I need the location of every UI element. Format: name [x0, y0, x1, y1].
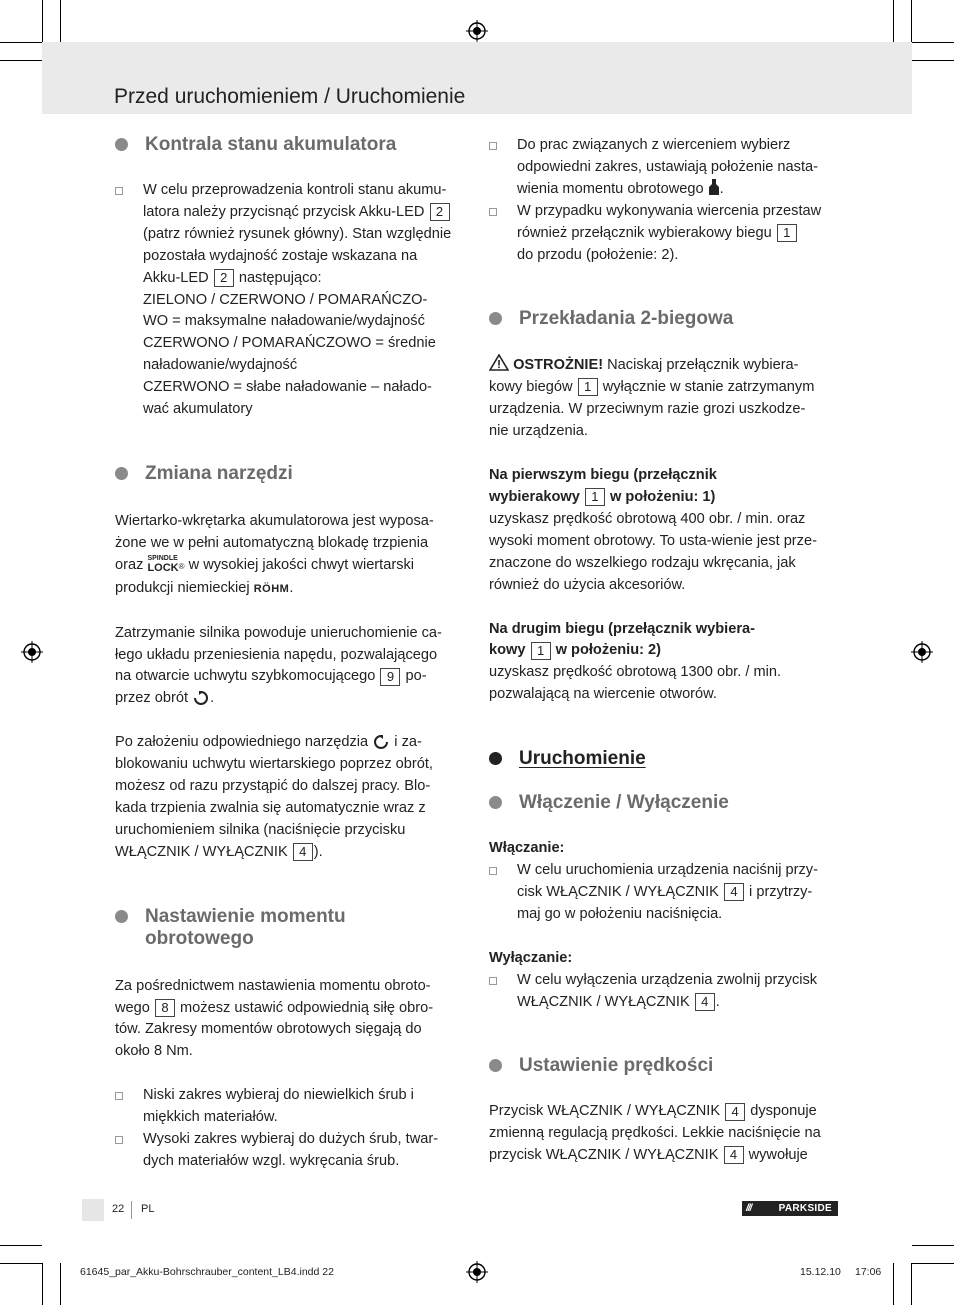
text-line: łego układu przeniesienia napędu, pozwalającego [115, 646, 438, 663]
registration-mark-icon [466, 1261, 488, 1283]
bullet-dot-icon [115, 910, 128, 923]
text-line: wysoki moment obrotowy. To usta-wienie jest prze- [489, 532, 817, 549]
text-span: WŁĄCZNIK / WYŁĄCZNIK [115, 843, 288, 860]
spindle-lock-logo [147, 555, 178, 574]
print-date: 15.12.10 [800, 1266, 841, 1278]
text-span: po- [405, 668, 427, 685]
ref-number-box: 1 [777, 224, 797, 242]
text-line: Za pośrednictwem nastawienia momentu obroto- [115, 977, 431, 994]
heading-text: Przekładania 2-biegowa [519, 308, 734, 330]
heading-text: Włączenie / Wyłączenie [519, 792, 729, 814]
warning-paragraph [489, 354, 844, 443]
brand-stripes: /// [746, 1203, 752, 1214]
text-line: uzyskasz prędkość obrotową 1300 obr. / min. [489, 664, 782, 681]
heading-text: Uruchomienie [519, 748, 646, 770]
text-span: następująco: [238, 269, 322, 286]
text-line: W przypadku wykonywania wiercenia przestaw [517, 202, 822, 219]
text-span: w wysokiej jakości chwyt wiertarski [188, 556, 415, 573]
page-tab [82, 1199, 104, 1221]
text-line: dych materiałów wzgl. wykręcania śrub. [143, 1153, 400, 1169]
page-number: 22 [112, 1203, 125, 1215]
heading-text: Nastawienie momentu [145, 905, 346, 927]
text-line: urządzenia. W przeciwnym razie grozi uszkodze- [489, 401, 806, 418]
section-heading-tool-change [115, 463, 470, 485]
text-span: i przytrzy- [749, 883, 813, 900]
ref-number-box: 2 [214, 269, 234, 287]
paragraph-first-gear [489, 465, 844, 596]
text-span: wywołuje [748, 1147, 808, 1164]
ref-number-box: 4 [724, 883, 744, 901]
list-item [115, 1085, 470, 1129]
bold-heading: w położeniu: 1) [609, 488, 716, 505]
square-bullet-icon [489, 867, 497, 875]
text-span: ). [313, 843, 323, 860]
text-span: wienia momentu obrotowego [517, 180, 704, 197]
registration-mark-icon [466, 20, 488, 42]
bold-heading: Na pierwszym biegu (przełącznik [489, 467, 717, 484]
square-bullet-icon [115, 187, 123, 195]
bold-heading: wybierakowy [489, 488, 580, 505]
text-line: tów. Zakresy momentów obrotowych sięgają do [115, 1021, 422, 1038]
logo-text: RÖHM [253, 582, 290, 595]
text-line: uzyskasz prędkość obrotową 400 obr. / min. oraz [489, 510, 806, 527]
text-line: Wiertarko-wkrętarka akumulatorowa jest wyposa- [115, 512, 434, 529]
left-column [115, 134, 470, 1173]
paragraph [115, 623, 470, 711]
bullet-dot-icon [489, 752, 502, 765]
ref-number-box: 9 [380, 668, 400, 686]
text-span: przycisk WŁĄCZNIK / WYŁĄCZNIK [489, 1147, 719, 1164]
text-span: Po założeniu odpowiedniego narzędzia [115, 734, 369, 751]
bold-heading: Włączanie: [489, 840, 565, 857]
text-line: pozwalającą na wiercenie otworów. [489, 686, 717, 703]
list-item [489, 970, 844, 1014]
text-span: produkcji niemieckiej [115, 579, 250, 596]
square-bullet-icon [489, 142, 497, 150]
section-heading-battery-check [115, 134, 470, 156]
heading-text: Ustawienie prędkości [519, 1055, 714, 1077]
text-line: zmienną regulacją prędkości. Lekkie naciśnięcie na [489, 1125, 821, 1142]
text-span: na otwarcie uchwytu szybkomocującego [115, 668, 376, 685]
heading-text: obrotowego [145, 927, 254, 949]
text-span: . [719, 180, 724, 197]
text-line: również do użycia akcesoriów. [489, 576, 686, 593]
bold-heading: Na drugim biegu (przełącznik wybiera- [489, 620, 755, 637]
text-span: wyłącznie w stanie zatrzymanym [602, 379, 815, 396]
paragraph [489, 1101, 844, 1167]
text-span: wego [115, 999, 150, 1016]
rotate-clockwise-icon [192, 691, 210, 705]
text-span: . [715, 993, 720, 1010]
paragraph [115, 976, 470, 1064]
bullet-dot-icon [489, 1059, 502, 1072]
list-item [115, 180, 470, 421]
text-span: dysponuje [750, 1103, 817, 1120]
logo-text: SPINDLE [147, 555, 178, 563]
text-line: pozostała wydajność zostaje wskazana na [143, 247, 418, 264]
text-line: maj go w położeniu naciśnięcia. [517, 905, 723, 922]
brand-name: PARKSIDE [778, 1203, 832, 1214]
list-item [489, 860, 844, 926]
ref-number-box: 4 [724, 1146, 744, 1164]
rohm-logo [254, 579, 290, 601]
right-column [489, 135, 844, 1167]
text-line: nie urządzenia. [489, 423, 588, 440]
text-line: znaczone do wszelkiego rodzaju wkręcania, jak [489, 554, 796, 571]
text-span: . [289, 579, 294, 596]
section-heading-start [489, 748, 844, 770]
text-span: i za- [394, 734, 422, 751]
text-line: W celu przeprowadzenia kontroli stanu akumu- [143, 182, 447, 198]
square-bullet-icon [489, 977, 497, 985]
text-span: latora należy przycisnąć przycisk Akku-LED [143, 203, 425, 220]
square-bullet-icon [115, 1136, 123, 1144]
language-code: PL [141, 1203, 155, 1215]
text-line: około 8 Nm. [115, 1043, 193, 1060]
logo-text: LOCK [147, 562, 179, 575]
text-line: W celu uruchomienia urządzenia naciśnij przy- [517, 862, 818, 879]
text-line: blokowaniu uchwytu wiertarskiego poprzez obrót, [115, 756, 433, 773]
text-line: W celu wyłączenia urządzenia zwolnij przycisk [517, 971, 818, 988]
text-span: oraz [115, 556, 144, 573]
text-line: kada trzpienia zwalnia się automatycznie wraz z [115, 799, 426, 816]
text-line: CZERWONO = słabe naładowanie – nałado- [143, 379, 432, 396]
ref-number-box: 2 [430, 203, 450, 221]
paragraph [115, 732, 470, 863]
section-heading-torque [115, 906, 470, 950]
bullet-dot-icon [489, 312, 502, 325]
ref-number-box: 1 [531, 642, 551, 660]
text-line: miękkich materiałów. [143, 1109, 278, 1126]
section-heading-gearbox [489, 308, 844, 330]
text-line: naładowanie/wydajność [143, 357, 298, 374]
bold-heading: kowy [489, 642, 526, 659]
drill-bit-icon [708, 179, 720, 195]
ref-number-box: 8 [155, 999, 175, 1017]
paragraph-second-gear [489, 619, 844, 707]
text-line: do przodu (położenie: 2). [517, 246, 679, 263]
text-span: przez obrót [115, 690, 189, 707]
square-bullet-icon [489, 208, 497, 216]
text-span: możesz ustawić odpowiednią siłę obro- [180, 999, 434, 1016]
text-span: WŁĄCZNIK / WYŁĄCZNIK [517, 993, 690, 1010]
text-line: wać akumulatory [143, 401, 253, 418]
ref-number-box: 1 [578, 378, 598, 396]
registration-mark-icon [21, 641, 43, 663]
ref-number-box: 4 [695, 993, 715, 1011]
text-span: Naciskaj przełącznik wybiera- [607, 357, 799, 374]
file-name: 61645_par_Akku-Bohrschrauber_content_LB4.indd 22 [80, 1266, 334, 1278]
text-line: WO = maksymalne naładowanie/wydajność [143, 313, 425, 330]
list-item [489, 201, 844, 267]
warning-label: OSTROŻNIE! [513, 357, 604, 374]
text-line: ZIELONO / CZERWONO / POMARAŃCZO- [143, 291, 428, 308]
text-span: cisk WŁĄCZNIK / WYŁĄCZNIK [517, 883, 719, 900]
text-line: możesz od razu przystąpić do dalszej pracy. Blo- [115, 778, 431, 795]
text-span: . [210, 690, 215, 707]
text-span: kowy biegów [489, 379, 573, 396]
divider [131, 1201, 132, 1219]
bold-heading: w położeniu: 2) [555, 642, 662, 659]
brand-badge [742, 1201, 838, 1216]
warning-triangle-icon [489, 354, 509, 371]
heading-text: Zmiana narzędzi [145, 462, 293, 484]
list-item [489, 135, 844, 201]
text-span: Przycisk WŁĄCZNIK / WYŁĄCZNIK [489, 1103, 721, 1120]
text-span: Akku-LED [143, 269, 209, 286]
text-line: uruchomieniem silnika (naciśnięcie przycisku [115, 821, 406, 838]
text-line: odpowiedni zakres, ustawiają położenie nasta- [517, 158, 818, 175]
text-line: Niski zakres wybieraj do niewielkich śrub i [143, 1087, 414, 1104]
section-heading-on-off [489, 792, 844, 814]
bold-heading: Wyłączanie: [489, 949, 573, 966]
text-line: żone we w pełni automatyczną blokadę trzpienia [115, 534, 429, 551]
square-bullet-icon [115, 1092, 123, 1100]
section-heading-speed [489, 1055, 844, 1077]
bullet-dot-icon [115, 138, 128, 151]
registration-mark-icon [911, 641, 933, 663]
paragraph: Wiertarko-wkrętarka akumulatorowa jest wyposa- żone we w pełni automatyczną blokadę trzpienia oraz SPINDLE LOCK ® w wysokiej jakości chwyt wiertarski produkcji niemieckiej RÖHM. [115, 511, 470, 601]
rotate-counterclockwise-icon [372, 735, 390, 749]
bullet-dot-icon [115, 467, 128, 480]
page-title: Przed uruchomieniem / Uruchomienie [114, 85, 466, 108]
print-time: 17:06 [855, 1266, 882, 1278]
text-span: również przełącznik wybierakowy biegu [517, 224, 772, 241]
list-item [115, 1129, 470, 1173]
text-line: Do prac związanych z wierceniem wybierz [517, 137, 791, 153]
bullet-dot-icon [489, 796, 502, 809]
ref-number-box: 4 [725, 1103, 745, 1121]
text-line: (patrz również rysunek główny). Stan względnie [143, 225, 452, 242]
heading-text: Kontrala stanu akumulatora [145, 134, 397, 155]
text-line: Zatrzymanie silnika powoduje unieruchomienie ca- [115, 624, 442, 641]
ref-number-box: 1 [585, 488, 605, 506]
text-line: CZERWONO / POMARAŃCZOWO = średnie [143, 335, 436, 352]
text-line: Wysoki zakres wybieraj do dużych śrub, twar- [143, 1131, 439, 1148]
ref-number-box: 4 [293, 843, 313, 861]
